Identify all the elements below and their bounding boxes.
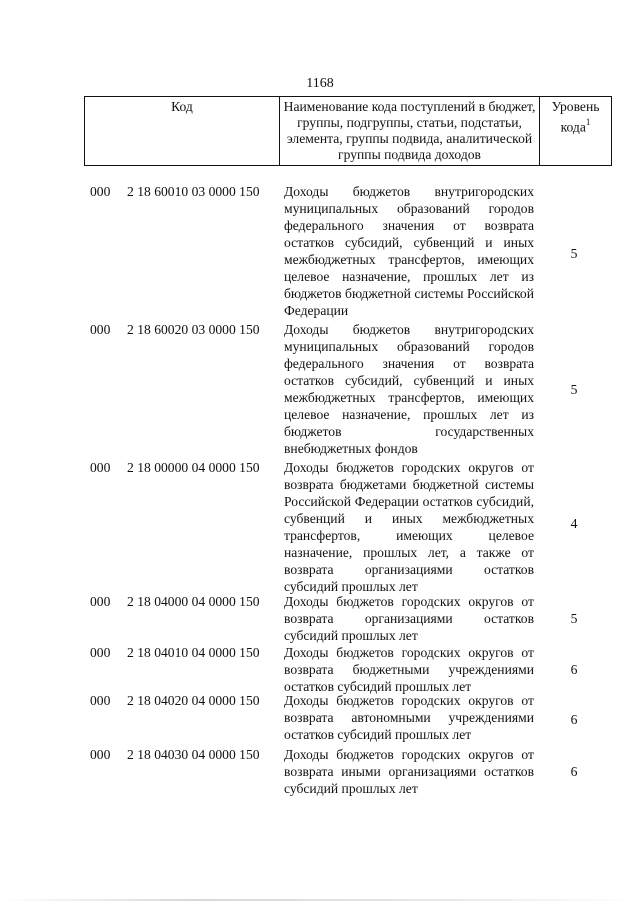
row-admin-code: 000 xyxy=(90,747,111,762)
row-admin-code: 000 xyxy=(90,594,111,609)
row-admin-code: 000 xyxy=(90,645,111,660)
row-code: 2 18 60010 03 0000 150 xyxy=(127,184,260,199)
row-level: 6 xyxy=(570,662,578,677)
row-description: Доходы бюджетов городских округов от возврата автономными учреждениями остатков субсидий прошлых лет xyxy=(284,693,534,742)
row-admin-code: 000 xyxy=(90,460,111,475)
row-level: 6 xyxy=(570,712,578,727)
header-name: Наименование кода поступлений в бюджет, группы, подгруппы, статьи, подстатьи, элемента, группы подвида, аналитической группы подвида доходов xyxy=(280,97,540,165)
row-code: 2 18 04020 04 0000 150 xyxy=(127,693,260,708)
row-level: 5 xyxy=(570,246,578,261)
row-code: 2 18 04010 04 0000 150 xyxy=(127,645,260,660)
table-row xyxy=(0,692,640,746)
row-code: 2 18 00000 04 0000 150 xyxy=(127,460,260,475)
header-code: Код xyxy=(85,97,280,165)
row-code: 2 18 04030 04 0000 150 xyxy=(127,747,260,762)
row-code: 2 18 60020 03 0000 150 xyxy=(127,322,260,337)
row-level: 4 xyxy=(570,516,578,531)
row-code: 2 18 04000 04 0000 150 xyxy=(127,594,260,609)
table-body xyxy=(0,183,640,800)
table-row xyxy=(0,459,640,593)
row-description: Доходы бюджетов внутригородских муниципальных образований городов федерального значения от возврата остатков субсидий, субвенций и иных межбюджетных трансфертов, имеющих целевое назначение, прошлых лет из бюджетов бюджетной системы Российской Федерации xyxy=(284,184,534,318)
row-description: Доходы бюджетов городских округов от возврата бюджетными учреждениями остатков субсидий прошлых лет xyxy=(284,645,534,694)
header-level xyxy=(540,97,611,165)
row-admin-code: 000 xyxy=(90,322,111,337)
header-level-footnote: 1 xyxy=(585,117,591,127)
row-admin-code: 000 xyxy=(90,184,111,199)
scan-edge xyxy=(0,899,640,901)
row-level: 5 xyxy=(570,382,578,397)
row-description: Доходы бюджетов внутригородских муниципальных образований городов федерального значения от возврата остатков субсидий, субвенций и иных межбюджетных трансфертов, имеющих целевое назначение, прошлых лет из бюджетов государственных внебюджетных фондов xyxy=(284,322,534,456)
row-level: 6 xyxy=(570,764,578,779)
table-row xyxy=(0,183,640,321)
table-header xyxy=(84,96,612,166)
table-row xyxy=(0,644,640,692)
row-description: Доходы бюджетов городских округов от возврата иными организациями остатков субсидий прошлых лет xyxy=(284,747,534,796)
row-level: 5 xyxy=(570,611,578,626)
header-level-label: Уровень кода xyxy=(551,99,600,135)
row-description: Доходы бюджетов городских округов от возврата бюджетами бюджетной системы Российской Федерации остатков субсидий, субвенций и иных межбюджетных трансфертов, имеющих целевое назначение, прошлых лет, а также от возврата организациями остатков субсидий прошлых лет xyxy=(284,460,534,594)
table-row xyxy=(0,593,640,644)
table-row xyxy=(0,321,640,459)
row-admin-code: 000 xyxy=(90,693,111,708)
row-description: Доходы бюджетов городских округов от возврата организациями остатков субсидий прошлых лет xyxy=(284,594,534,643)
page-number: 1168 xyxy=(306,76,334,91)
table-row xyxy=(0,746,640,800)
